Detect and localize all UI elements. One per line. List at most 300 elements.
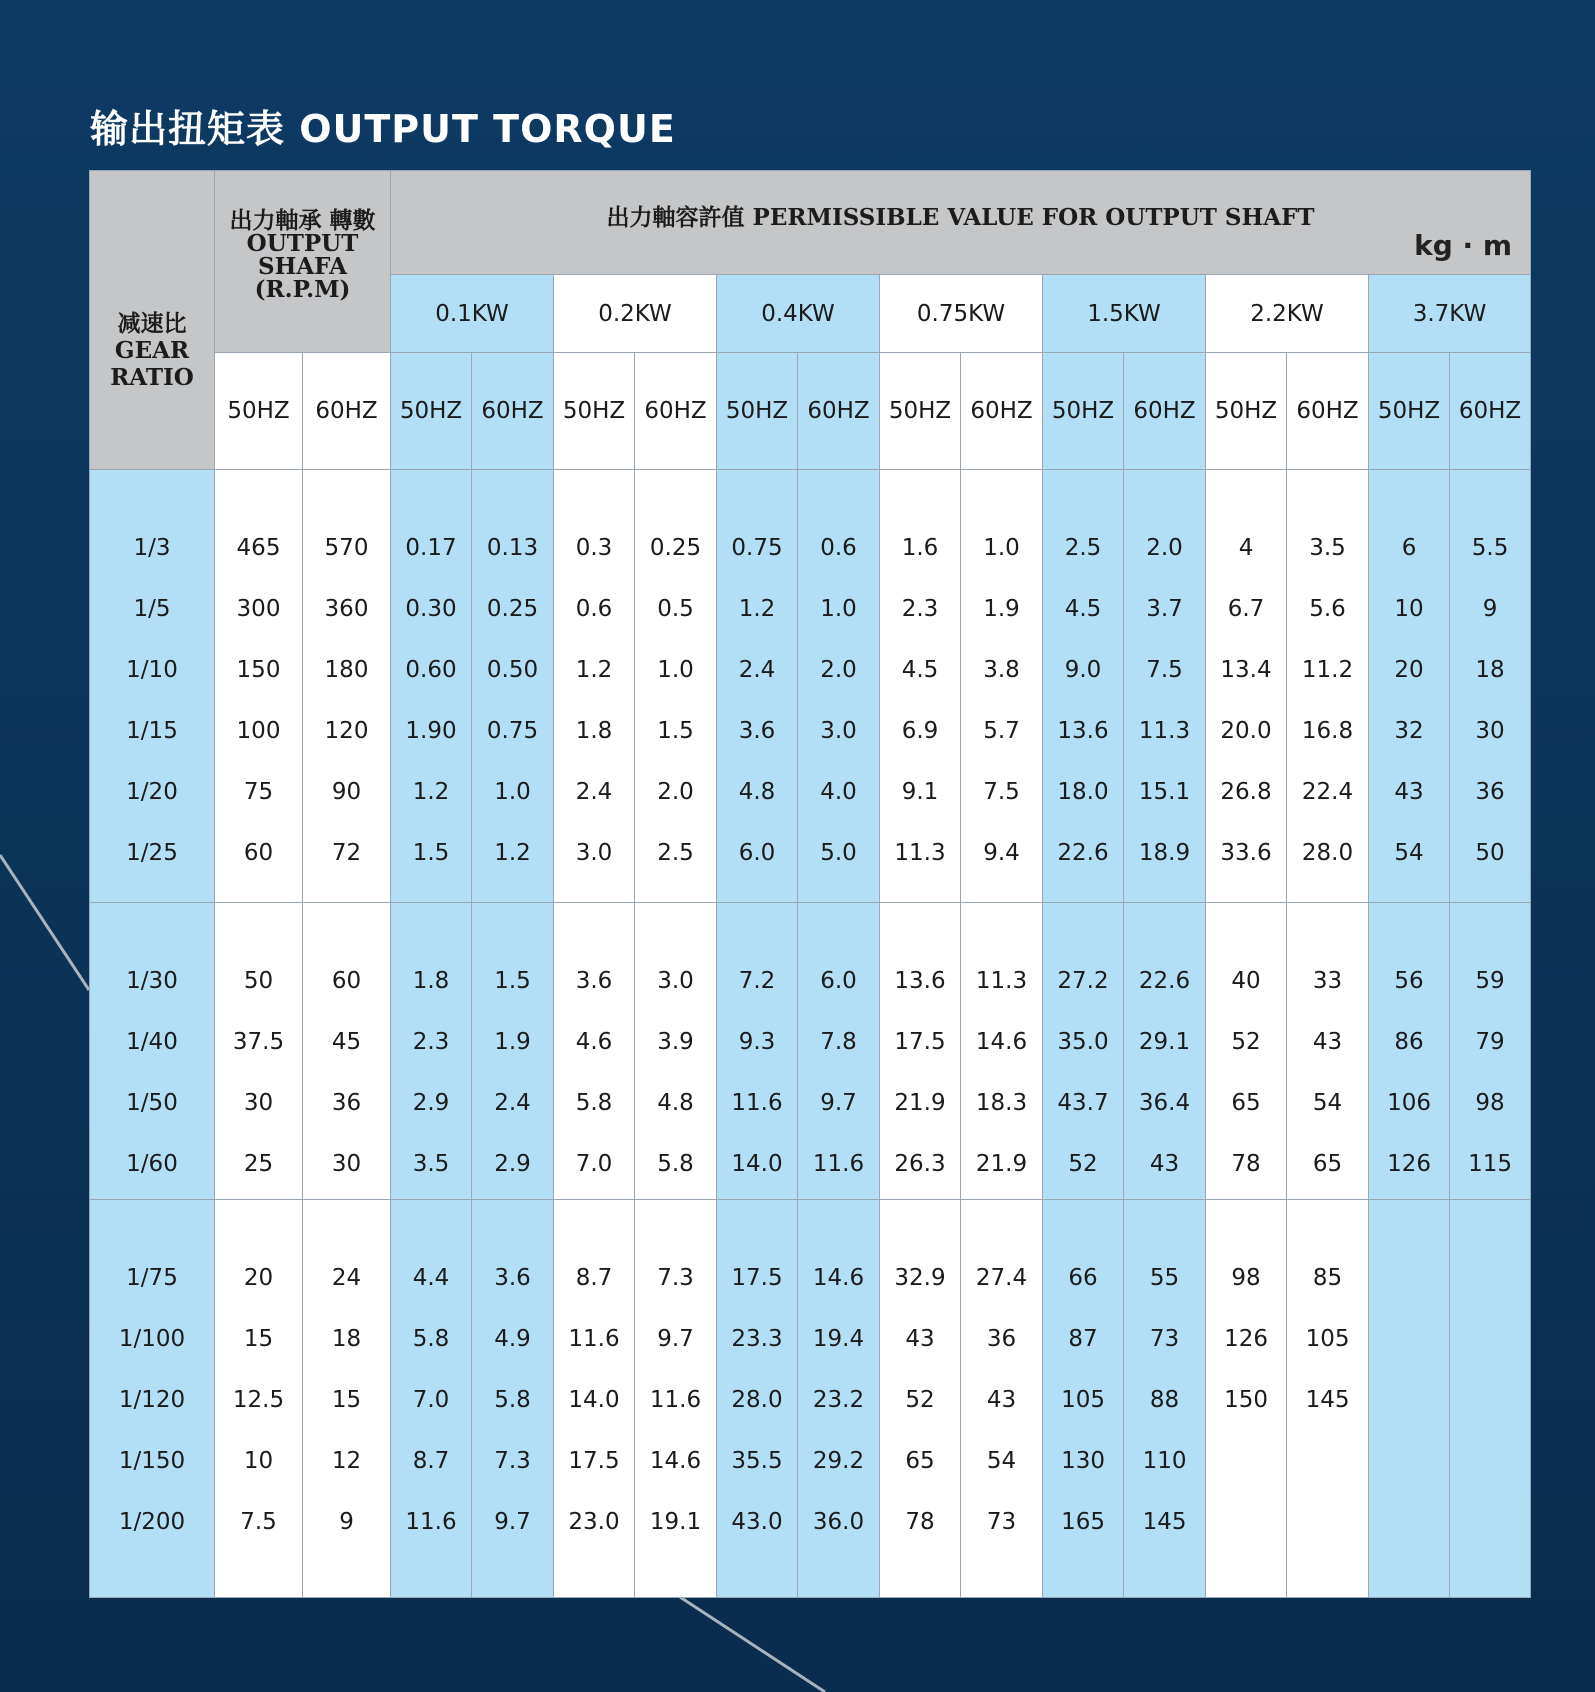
table-cell — [391, 470, 472, 903]
torque-value: 13.6 — [894, 968, 946, 994]
torque-value: 33.6 — [1220, 840, 1272, 866]
table-cell — [1287, 470, 1369, 903]
torque-value: 10 — [243, 1448, 274, 1474]
torque-value: 5.8 — [412, 1326, 450, 1352]
torque-value: 52 — [1068, 1151, 1098, 1177]
gear-ratio-value: 1/50 — [126, 1090, 178, 1116]
torque-value: 50 — [1475, 840, 1505, 866]
torque-value: 5.0 — [820, 840, 857, 866]
torque-value: 43 — [1149, 1151, 1180, 1177]
table-cell — [798, 470, 880, 903]
table-cell — [303, 470, 391, 903]
table-cell — [961, 1200, 1043, 1598]
torque-value: 8.7 — [575, 1265, 613, 1291]
gear-ratio-value: 1/120 — [118, 1387, 186, 1413]
torque-value: 35.5 — [731, 1448, 783, 1474]
frequency-header: 50HZ — [554, 353, 635, 470]
torque-value — [1287, 1492, 1368, 1553]
torque-value: 22.6 — [1057, 840, 1109, 866]
torque-value: 1.8 — [575, 718, 613, 744]
torque-value: 105 — [1061, 1387, 1105, 1413]
gear-ratio-value: 1/100 — [118, 1326, 186, 1352]
gear-ratio-value: 1/30 — [126, 968, 178, 994]
torque-value: 2.5 — [1064, 535, 1102, 561]
gear-ratio-column-cell — [90, 470, 215, 903]
torque-value: 11.3 — [894, 840, 946, 866]
torque-value — [1369, 1248, 1449, 1309]
torque-value: 75 — [243, 779, 274, 805]
torque-value — [1369, 1492, 1449, 1553]
torque-value: 55 — [1149, 1265, 1180, 1291]
table-cell — [798, 903, 880, 1200]
torque-value: 9.1 — [901, 779, 939, 805]
torque-value: 19.4 — [812, 1326, 865, 1352]
torque-value: 1.2 — [412, 779, 450, 805]
torque-value: 9 — [1482, 596, 1498, 622]
table-cell — [880, 470, 961, 903]
gear-ratio-value: 1/10 — [126, 657, 178, 683]
table-row-group — [90, 470, 1531, 903]
torque-value: 23.0 — [568, 1509, 620, 1535]
table-cell — [635, 903, 717, 1200]
table-row-group — [90, 903, 1531, 1200]
torque-value: 11.6 — [812, 1151, 865, 1177]
table-cell — [554, 903, 635, 1200]
torque-value: 1.90 — [405, 718, 457, 744]
torque-value: 110 — [1142, 1448, 1187, 1474]
torque-value: 15 — [331, 1387, 362, 1413]
gear-ratio-value: 1/75 — [126, 1265, 178, 1291]
table-cell — [1124, 903, 1206, 1200]
frequency-header: 60HZ — [1450, 353, 1531, 470]
torque-value: 3.7 — [1146, 596, 1183, 622]
power-header: 0.1KW — [391, 275, 554, 353]
torque-value: 0.6 — [575, 596, 613, 622]
torque-value: 2.5 — [657, 840, 694, 866]
torque-value: 56 — [1394, 968, 1424, 994]
gear-ratio-value: 1/15 — [126, 718, 178, 744]
table-cell — [1369, 470, 1450, 903]
torque-value — [1287, 1431, 1368, 1492]
torque-value: 1.2 — [738, 596, 776, 622]
torque-value: 0.25 — [649, 535, 702, 561]
table-cell — [1369, 903, 1450, 1200]
torque-value: 14.0 — [731, 1151, 783, 1177]
torque-value: 43 — [986, 1387, 1017, 1413]
torque-value: 27.4 — [975, 1265, 1028, 1291]
torque-value: 86 — [1394, 1029, 1424, 1055]
torque-value: 2.0 — [657, 779, 694, 805]
torque-value: 50 — [243, 968, 274, 994]
table-cell — [391, 903, 472, 1200]
torque-value: 29.1 — [1138, 1029, 1191, 1055]
torque-value: 43 — [905, 1326, 935, 1352]
output-rpm-header-cn: 出力軸承 轉數 — [229, 207, 376, 234]
torque-value: 26.3 — [894, 1151, 946, 1177]
torque-value: 360 — [324, 596, 369, 622]
torque-value: 7.5 — [983, 779, 1020, 805]
permissible-value-header — [391, 171, 1531, 275]
table-cell — [554, 470, 635, 903]
torque-value: 20.0 — [1220, 718, 1272, 744]
torque-value: 6.9 — [901, 718, 939, 744]
table-cell — [635, 1200, 717, 1598]
torque-value: 78 — [905, 1509, 935, 1535]
table-cell — [798, 1200, 880, 1598]
torque-value: 52 — [1231, 1029, 1261, 1055]
table-row-group — [90, 1200, 1531, 1598]
table-cell — [880, 1200, 961, 1598]
torque-value: 100 — [236, 718, 281, 744]
torque-value: 22.6 — [1138, 968, 1191, 994]
table-cell — [961, 903, 1043, 1200]
torque-value: 29.2 — [812, 1448, 865, 1474]
gear-ratio-column-cell — [90, 1200, 215, 1598]
torque-value: 11.3 — [1138, 718, 1191, 744]
torque-value — [1450, 1248, 1530, 1309]
torque-value: 130 — [1061, 1448, 1105, 1474]
gear-ratio-value: 1/150 — [118, 1448, 186, 1474]
torque-value: 6.0 — [820, 968, 857, 994]
torque-value: 90 — [331, 779, 362, 805]
torque-value: 11.6 — [405, 1509, 457, 1535]
torque-value: 105 — [1305, 1326, 1350, 1352]
torque-value: 0.75 — [486, 718, 539, 744]
table-cell — [215, 1200, 303, 1598]
output-rpm-header-en3: (R.P.M) — [254, 276, 351, 303]
torque-value: 30 — [243, 1090, 274, 1116]
table-cell — [1287, 903, 1369, 1200]
torque-value: 43.7 — [1057, 1090, 1109, 1116]
torque-value: 5.8 — [657, 1151, 694, 1177]
torque-value: 65 — [905, 1448, 935, 1474]
power-header: 0.4KW — [717, 275, 880, 353]
table-cell — [1206, 903, 1287, 1200]
torque-value: 5.6 — [1309, 596, 1346, 622]
torque-value — [1369, 1431, 1449, 1492]
torque-value: 1.5 — [657, 718, 694, 744]
torque-value: 1.2 — [575, 657, 613, 683]
torque-value: 43 — [1394, 779, 1424, 805]
torque-value: 4 — [1238, 535, 1254, 561]
table-cell — [635, 470, 717, 903]
frequency-header: 50HZ — [391, 353, 472, 470]
torque-value: 0.25 — [486, 596, 539, 622]
torque-value: 126 — [1387, 1151, 1431, 1177]
torque-value: 20 — [243, 1265, 274, 1291]
power-header: 2.2KW — [1206, 275, 1369, 353]
torque-value: 10 — [1394, 596, 1424, 622]
torque-value: 73 — [1149, 1326, 1180, 1352]
torque-value: 3.0 — [575, 840, 613, 866]
torque-value: 54 — [1312, 1090, 1343, 1116]
torque-value: 11.6 — [649, 1387, 702, 1413]
torque-value: 3.6 — [494, 1265, 531, 1291]
frequency-header: 50HZ — [215, 353, 303, 470]
torque-value: 11.2 — [1301, 657, 1354, 683]
torque-value: 0.6 — [820, 535, 857, 561]
output-rpm-header — [215, 171, 391, 353]
torque-value: 52 — [905, 1387, 935, 1413]
torque-value: 0.60 — [405, 657, 457, 683]
table-cell — [1206, 1200, 1287, 1598]
torque-value: 4.5 — [1064, 596, 1102, 622]
torque-value: 13.4 — [1220, 657, 1272, 683]
table-cell — [1287, 1200, 1369, 1598]
torque-value: 1.0 — [657, 657, 694, 683]
table-cell — [1450, 470, 1531, 903]
table-cell — [303, 903, 391, 1200]
gear-ratio-value: 1/3 — [133, 535, 171, 561]
torque-value: 11.6 — [568, 1326, 620, 1352]
torque-value: 28.0 — [731, 1387, 783, 1413]
torque-value: 7.8 — [820, 1029, 857, 1055]
torque-value: 1.9 — [983, 596, 1020, 622]
frequency-header: 50HZ — [717, 353, 798, 470]
torque-value: 98 — [1475, 1090, 1505, 1116]
torque-value: 36.4 — [1138, 1090, 1191, 1116]
table-cell — [880, 903, 961, 1200]
table-cell — [717, 470, 798, 903]
torque-value: 87 — [1068, 1326, 1098, 1352]
torque-value: 14.0 — [568, 1387, 620, 1413]
torque-value: 2.3 — [901, 596, 939, 622]
torque-value: 9.0 — [1064, 657, 1102, 683]
table-cell — [1043, 1200, 1124, 1598]
frequency-header: 60HZ — [1287, 353, 1369, 470]
torque-value: 54 — [986, 1448, 1017, 1474]
torque-value: 465 — [236, 535, 281, 561]
torque-value — [1450, 1370, 1530, 1431]
torque-value: 4.8 — [657, 1090, 694, 1116]
torque-value: 9.7 — [494, 1509, 531, 1535]
torque-value: 12.5 — [232, 1387, 285, 1413]
torque-value: 0.50 — [486, 657, 539, 683]
torque-value: 0.13 — [486, 535, 539, 561]
torque-value: 7.5 — [240, 1509, 277, 1535]
torque-value: 14.6 — [649, 1448, 702, 1474]
torque-value: 3.6 — [575, 968, 613, 994]
torque-value — [1369, 1309, 1449, 1370]
torque-value: 43 — [1312, 1029, 1343, 1055]
torque-value: 60 — [243, 840, 274, 866]
output-rpm-header-en2: SHAFA — [258, 253, 348, 280]
table-cell — [215, 470, 303, 903]
torque-table-container — [89, 170, 1530, 1597]
gear-ratio-header — [90, 171, 215, 470]
gear-ratio-value: 1/20 — [126, 779, 178, 805]
torque-value: 14.6 — [975, 1029, 1028, 1055]
torque-value: 1.8 — [412, 968, 450, 994]
torque-value: 150 — [236, 657, 281, 683]
torque-value: 120 — [324, 718, 369, 744]
table-cell — [1369, 1200, 1450, 1598]
frequency-header: 60HZ — [798, 353, 880, 470]
power-header: 1.5KW — [1043, 275, 1206, 353]
torque-table — [89, 170, 1531, 1598]
torque-value: 85 — [1312, 1265, 1343, 1291]
torque-value: 2.9 — [494, 1151, 531, 1177]
torque-value — [1369, 1370, 1449, 1431]
torque-value: 2.9 — [412, 1090, 450, 1116]
torque-value: 33 — [1312, 968, 1343, 994]
torque-value: 106 — [1387, 1090, 1431, 1116]
torque-value: 0.3 — [575, 535, 613, 561]
torque-value: 14.6 — [812, 1265, 865, 1291]
torque-value: 5.8 — [575, 1090, 613, 1116]
torque-value: 165 — [1061, 1509, 1105, 1535]
table-cell — [472, 470, 554, 903]
torque-value: 7.3 — [494, 1448, 531, 1474]
table-cell — [1124, 470, 1206, 903]
torque-value: 4.0 — [820, 779, 857, 805]
torque-value: 115 — [1468, 1151, 1512, 1177]
gear-ratio-header-en1: GEAR — [114, 336, 190, 364]
torque-value: 98 — [1231, 1265, 1261, 1291]
torque-value: 0.75 — [731, 535, 783, 561]
torque-value: 37.5 — [232, 1029, 285, 1055]
torque-value: 32.9 — [894, 1265, 946, 1291]
page-title: 输出扭矩表 OUTPUT TORQUE — [90, 107, 676, 151]
torque-value: 2.3 — [412, 1029, 450, 1055]
torque-value: 2.4 — [575, 779, 613, 805]
gear-ratio-value: 1/200 — [118, 1509, 186, 1535]
torque-value: 3.9 — [657, 1029, 694, 1055]
torque-value: 9.3 — [738, 1029, 776, 1055]
table-cell — [717, 1200, 798, 1598]
power-header: 0.2KW — [554, 275, 717, 353]
torque-value: 79 — [1475, 1029, 1505, 1055]
torque-value: 4.6 — [575, 1029, 613, 1055]
torque-value: 36 — [1475, 779, 1505, 805]
table-cell — [303, 1200, 391, 1598]
torque-value: 18.3 — [975, 1090, 1028, 1116]
torque-value: 15 — [243, 1326, 274, 1352]
torque-value: 3.0 — [820, 718, 857, 744]
torque-value: 1.6 — [901, 535, 939, 561]
torque-value: 11.3 — [975, 968, 1028, 994]
torque-value: 88 — [1149, 1387, 1180, 1413]
table-cell — [1450, 1200, 1531, 1598]
torque-value: 28.0 — [1301, 840, 1354, 866]
torque-value: 570 — [324, 535, 369, 561]
torque-value: 6 — [1401, 535, 1417, 561]
torque-value: 18 — [1475, 657, 1505, 683]
torque-value: 1.5 — [412, 840, 450, 866]
frequency-header: 60HZ — [961, 353, 1043, 470]
torque-value: 45 — [331, 1029, 362, 1055]
torque-value: 21.9 — [975, 1151, 1028, 1177]
torque-value: 73 — [986, 1509, 1017, 1535]
frequency-header: 60HZ — [472, 353, 554, 470]
torque-value: 65 — [1231, 1090, 1261, 1116]
torque-value: 1.5 — [494, 968, 531, 994]
torque-value: 5.8 — [494, 1387, 531, 1413]
gear-ratio-header-en2: RATIO — [110, 363, 194, 391]
torque-value: 4.8 — [738, 779, 776, 805]
output-rpm-header-en1: OUTPUT — [246, 230, 359, 257]
torque-value: 40 — [1231, 968, 1261, 994]
torque-value: 66 — [1068, 1265, 1098, 1291]
torque-value: 23.3 — [731, 1326, 783, 1352]
torque-value: 1.0 — [494, 779, 531, 805]
torque-value — [1450, 1309, 1530, 1370]
torque-value: 9 — [339, 1509, 354, 1535]
torque-value: 65 — [1312, 1151, 1343, 1177]
torque-value: 26.8 — [1220, 779, 1272, 805]
torque-value: 7.0 — [575, 1151, 613, 1177]
torque-value: 2.4 — [738, 657, 776, 683]
gear-ratio-column-cell — [90, 903, 215, 1200]
torque-value: 30 — [1475, 718, 1505, 744]
torque-value: 32 — [1394, 718, 1424, 744]
torque-value: 17.5 — [731, 1265, 783, 1291]
torque-value: 6.0 — [738, 840, 776, 866]
table-cell — [1450, 903, 1531, 1200]
torque-value: 2.0 — [820, 657, 857, 683]
torque-value: 5.5 — [1471, 535, 1509, 561]
table-cell — [1043, 470, 1124, 903]
permissible-value-label: 出力軸容許值 PERMISSIBLE VALUE FOR OUTPUT SHAFT — [606, 204, 1315, 231]
torque-value: 5.7 — [983, 718, 1020, 744]
torque-value: 72 — [331, 840, 362, 866]
frequency-header: 60HZ — [635, 353, 717, 470]
table-cell — [215, 903, 303, 1200]
table-cell — [391, 1200, 472, 1598]
torque-value: 16.8 — [1301, 718, 1354, 744]
torque-value: 15.1 — [1138, 779, 1191, 805]
torque-value: 27.2 — [1057, 968, 1109, 994]
torque-value: 60 — [331, 968, 362, 994]
torque-value: 0.5 — [657, 596, 694, 622]
torque-value: 3.8 — [983, 657, 1020, 683]
torque-value: 300 — [236, 596, 281, 622]
torque-value — [1206, 1431, 1286, 1492]
torque-value: 180 — [324, 657, 369, 683]
torque-value: 59 — [1475, 968, 1505, 994]
frequency-header: 50HZ — [880, 353, 961, 470]
torque-value: 1.2 — [494, 840, 531, 866]
torque-value: 30 — [331, 1151, 362, 1177]
torque-value: 7.0 — [412, 1387, 450, 1413]
torque-value: 4.5 — [901, 657, 939, 683]
torque-value: 20 — [1394, 657, 1424, 683]
torque-value: 4.4 — [412, 1265, 450, 1291]
torque-value: 21.9 — [894, 1090, 946, 1116]
gear-ratio-value: 1/25 — [126, 840, 178, 866]
torque-value: 7.3 — [657, 1265, 694, 1291]
torque-value: 9.7 — [820, 1090, 857, 1116]
torque-value: 2.0 — [1146, 535, 1183, 561]
table-cell — [554, 1200, 635, 1598]
gear-ratio-value: 1/5 — [133, 596, 171, 622]
torque-value: 19.1 — [649, 1509, 702, 1535]
torque-value: 18.0 — [1057, 779, 1109, 805]
torque-value: 36 — [986, 1326, 1017, 1352]
torque-value: 17.5 — [568, 1448, 620, 1474]
torque-value: 78 — [1231, 1151, 1261, 1177]
table-cell — [717, 903, 798, 1200]
torque-value: 8.7 — [412, 1448, 450, 1474]
frequency-header: 60HZ — [1124, 353, 1206, 470]
torque-value — [1450, 1492, 1530, 1553]
torque-value: 1.0 — [983, 535, 1020, 561]
gear-ratio-header-cn: 减速比 — [117, 309, 187, 337]
table-cell — [1043, 903, 1124, 1200]
torque-value: 0.30 — [405, 596, 457, 622]
gear-ratio-value: 1/40 — [126, 1029, 178, 1055]
power-header: 3.7KW — [1369, 275, 1531, 353]
